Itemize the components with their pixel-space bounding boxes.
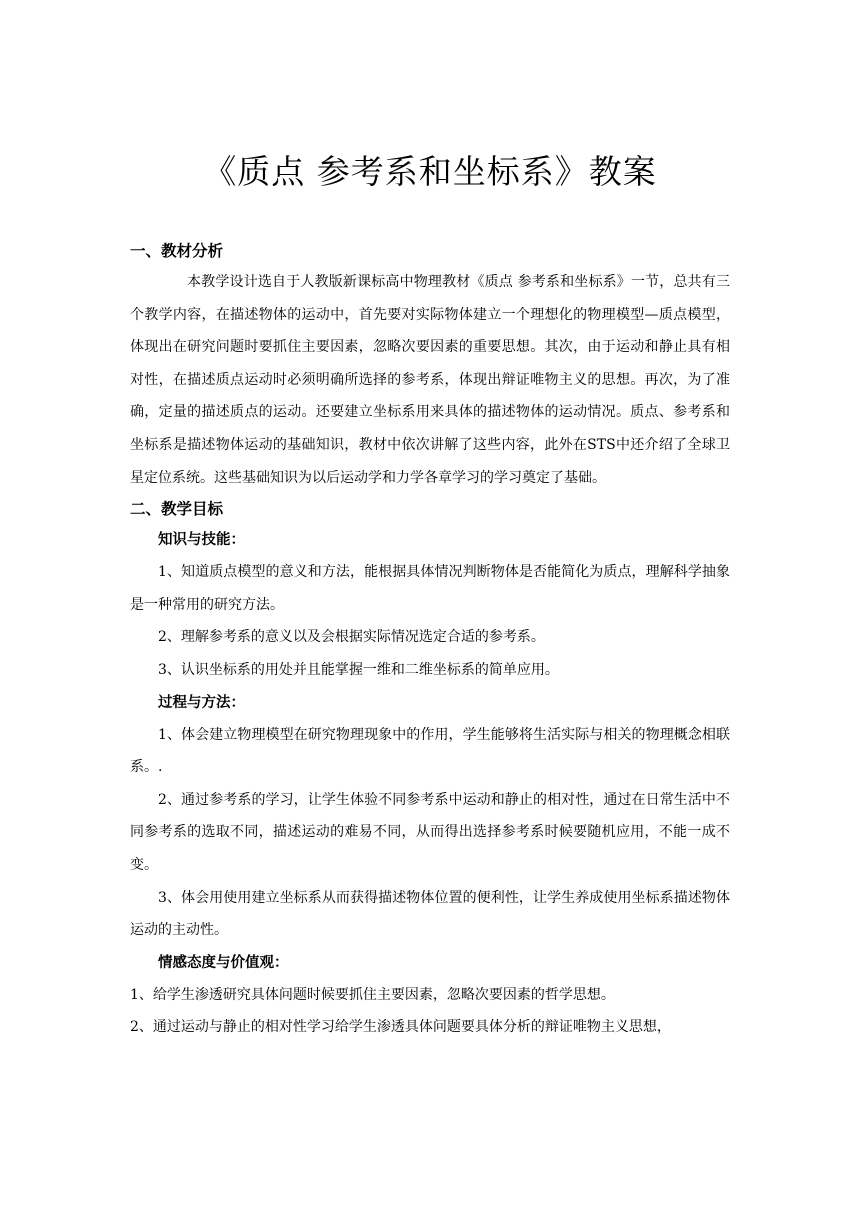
emotion-item: 1、给学生渗透研究具体问题时候要抓住主要因素，忽略次要因素的哲学思想。 — [130, 986, 615, 1003]
document-title: 《质点 参考系和坐标系》教案 — [203, 152, 657, 191]
process-item: 3、体会用使用建立坐标系从而获得描述物体位置的便利性，让学生养成使用坐标系描述物体运动的主动性。 — [130, 889, 730, 939]
textbook-analysis-paragraph: 本教学设计选自于人教版新课标高中物理教材《质点 参考系和坐标系》一节，总共有三个教学内容，在描述物体的运动中，首先要对实际物体建立一个理想化的物理模型—质点模型，体现出在研究问题时要抓住主要因素，忽略次要因素的重要思想。其次，由于运动和静止具有相对性，在描述质点运动时必须明确所选择的参考系，体现出辩证唯物主义的思想。再次，为了准确，定量的描述质点的运动。还要建立坐标系用来具体的描述物体的运动情况。质点、参考系和坐标系是描述物体运动的基础知识，教材中依次讲解了这些内容，此外在STS中还介绍了全球卫星定位系统。这些基础知识为以后运动学和力学各章学习的学习奠定了基础。 — [130, 274, 730, 486]
section-heading-textbook-analysis: 一、教材分析 — [130, 242, 224, 260]
knowledge-item: 1、知道质点模型的意义和方法，能根据具体情况判断物体是否能简化为质点，理解科学抽象是一种常用的研究方法。 — [130, 564, 730, 613]
process-item: 2、通过参考系的学习，让学生体验不同参考系中运动和静止的相对性，通过在日常生活中不同参考系的选取不同，描述运动的难易不同，从而得出选择参考系时候要随机应用，不能一成不变。 — [130, 791, 730, 873]
emotion-item: 2、通过运动与静止的相对性学习给学生渗透具体问题要具体分析的辩证唯物主义思想， — [130, 1019, 671, 1036]
process-item: 1、体会建立物理模型在研究物理现象中的作用，学生能够将生活实际与相关的物理概念相联系。. — [130, 726, 730, 776]
subheading-emotion-values: 情感态度与价值观： — [158, 954, 289, 971]
knowledge-item: 3、认识坐标系的用处并且能掌握一维和二维坐标系的简单应用。 — [158, 661, 559, 678]
subheading-process-methods: 过程与方法： — [158, 694, 245, 711]
subheading-knowledge-skills: 知识与技能： — [158, 532, 245, 549]
section-heading-teaching-goals: 二、教学目标 — [130, 500, 224, 519]
knowledge-item: 2、理解参考系的意义以及会根据实际情况选定合适的参考系。 — [158, 629, 545, 646]
document-body — [130, 236, 730, 1044]
